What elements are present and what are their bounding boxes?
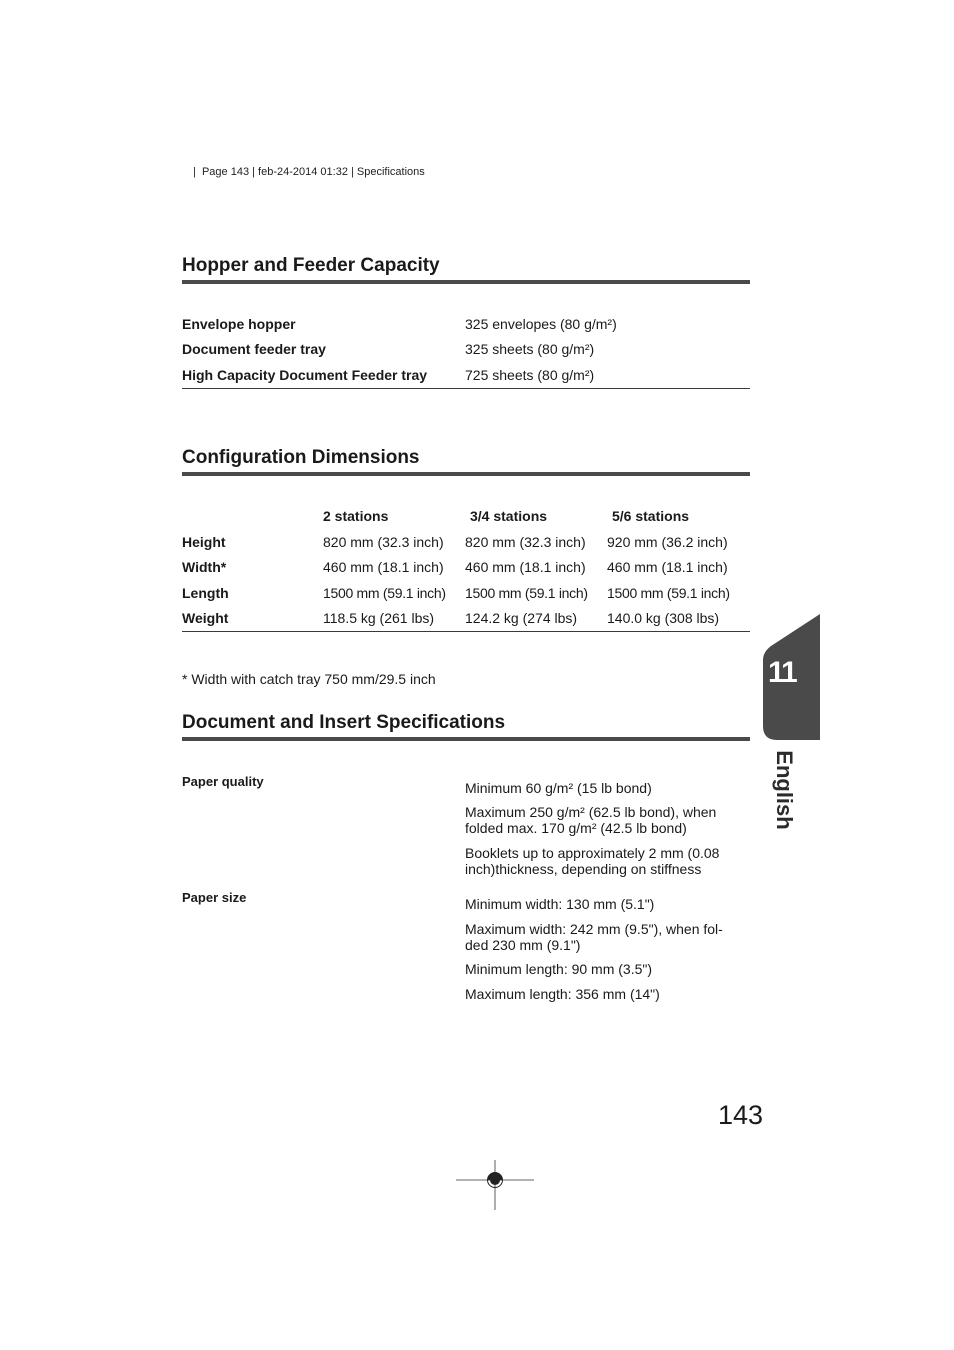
spec-label: High Capacity Document Feeder tray: [182, 367, 428, 383]
section-rule: [182, 472, 750, 476]
paper-size-item: Minimum length: 90 mm (3.5"): [465, 961, 653, 977]
dimension-value: 920 mm (36.2 inch): [607, 534, 728, 550]
paper-quality-item: Booklets up to approximately 2 mm (0.08 inch)thickness, depending on stiffness: [465, 845, 720, 877]
registration-mark-icon: [456, 1160, 534, 1210]
dimension-value: 1500 mm (59.1 inch): [323, 585, 446, 601]
dimension-value: 118.5 kg (261 lbs): [323, 610, 435, 626]
section-rule: [182, 280, 750, 284]
running-header: | Page 143 | feb-24-2014 01:32 | Specifications: [193, 166, 425, 178]
column-header: 2 stations: [323, 508, 389, 524]
dimension-value: 140.0 kg (308 lbs): [607, 610, 720, 626]
chapter-number: 11: [768, 656, 796, 689]
section-rule: [182, 737, 750, 741]
paper-quality-label: Paper quality: [182, 774, 264, 789]
dimension-value: 460 mm (18.1 inch): [607, 559, 728, 575]
column-header: 5/6 stations: [612, 508, 690, 524]
spec-value: 325 sheets (80 g/m²): [465, 341, 595, 357]
dimension-label: Weight: [182, 610, 229, 626]
dimension-value: 1500 mm (59.1 inch): [607, 585, 730, 601]
spec-value: 325 envelopes (80 g/m²): [465, 316, 617, 332]
dimension-value: 1500 mm (59.1 inch): [465, 585, 588, 601]
paper-size-item: Maximum width: 242 mm (9.5"), when fol-ded 230 mm (9.1"): [465, 921, 723, 953]
table-bottom-rule: [182, 388, 750, 389]
spec-value: 725 sheets (80 g/m²): [465, 367, 595, 383]
section-title-config: Configuration Dimensions: [182, 447, 420, 468]
dimension-value: 460 mm (18.1 inch): [323, 559, 444, 575]
dimension-value: 124.2 kg (274 lbs): [465, 610, 578, 626]
column-header: 3/4 stations: [470, 508, 548, 524]
paper-quality-item: Minimum 60 g/m² (15 lb bond): [465, 780, 652, 796]
dimension-label: Height: [182, 534, 226, 550]
table-bottom-rule: [182, 631, 750, 632]
paper-size-label: Paper size: [182, 890, 247, 905]
page-number: 143: [718, 1100, 764, 1130]
language-label: English: [772, 750, 797, 830]
dimension-value: 820 mm (32.3 inch): [323, 534, 444, 550]
section-title-document: Document and Insert Specifications: [182, 712, 506, 733]
dimension-label: Width*: [182, 559, 227, 575]
dimension-value: 460 mm (18.1 inch): [465, 559, 586, 575]
paper-size-item: Maximum length: 356 mm (14"): [465, 986, 660, 1002]
section-title-hopper: Hopper and Feeder Capacity: [182, 255, 440, 276]
dimension-value: 820 mm (32.3 inch): [465, 534, 586, 550]
paper-size-item: Minimum width: 130 mm (5.1"): [465, 896, 655, 912]
spec-label: Envelope hopper: [182, 316, 296, 332]
paper-quality-item: Maximum 250 g/m² (62.5 lb bond), when folded max. 170 g/m² (42.5 lb bond): [465, 804, 717, 836]
footnote: * Width with catch tray 750 mm/29.5 inch: [182, 671, 436, 687]
dimension-label: Length: [182, 585, 229, 601]
spec-label: Document feeder tray: [182, 341, 326, 357]
